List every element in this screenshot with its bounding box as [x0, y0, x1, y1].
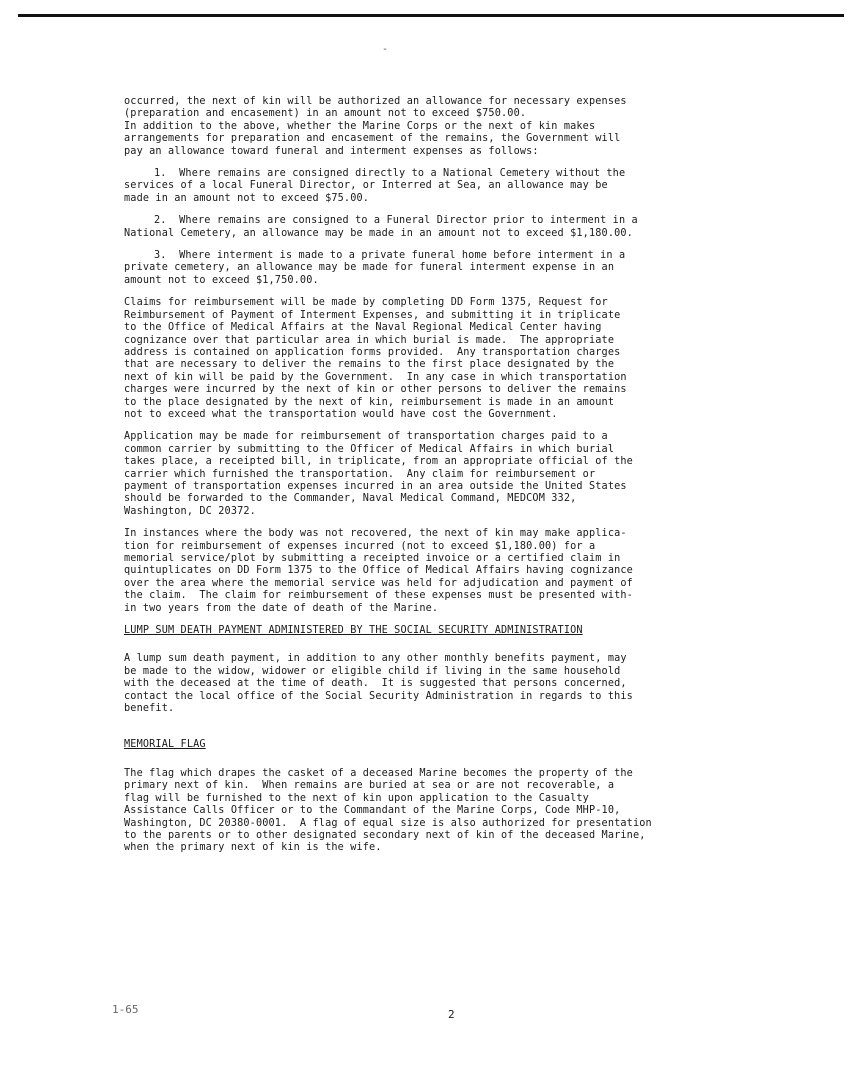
text-line: A lump sum death payment, in addition to any other monthly benefits payment, may: [124, 653, 627, 665]
item-2-paragraph: [124, 215, 764, 240]
page-marker: -: [382, 44, 389, 55]
text-line: private cemetery, an allowance may be made for funeral interment expense in an: [124, 262, 615, 274]
text-line: quintuplicates on DD Form 1375 to the Office of Medical Affairs having cognizance: [124, 565, 633, 577]
lump-sum-paragraph: [124, 653, 764, 715]
document-page: [124, 96, 764, 865]
lump-sum-heading: LUMP SUM DEATH PAYMENT ADMINISTERED BY THE SOCIAL SECURITY ADMINISTRATION: [124, 625, 583, 637]
text-line: charges were incurred by the next of kin or other persons to deliver the remains: [124, 384, 627, 396]
item-1-paragraph: [124, 168, 764, 205]
text-line: to the Office of Medical Affairs at the Naval Regional Medical Center having: [124, 322, 602, 334]
text-line: Application may be made for reimbursement of transportation charges paid to a: [124, 431, 608, 443]
memorial-flag-heading: MEMORIAL FLAG: [124, 739, 206, 751]
text-line: memorial service/plot by submitting a receipted invoice or a certified claim in: [124, 553, 621, 564]
text-line: tion for reimbursement of expenses incurred (not to exceed $1,180.00) for a: [124, 540, 596, 552]
text-line: flag will be furnished to the next of kin upon application to the Casualty: [124, 792, 589, 804]
text-line: with the deceased at the time of death. It is suggested that persons concerned,: [124, 678, 627, 690]
text-line: Washington, DC 20372.: [124, 505, 256, 517]
text-line: primary next of kin. When remains are buried at sea or are not recoverable, a: [124, 780, 615, 792]
instances-paragraph: [124, 528, 764, 615]
memorial-flag-paragraph: [124, 768, 764, 855]
text-line: takes place, a receipted bill, in triplicate, from an appropriate official of the: [124, 456, 633, 468]
text-line: Washington, DC 20380-0001. A flag of equal size is also authorized for presentation: [124, 817, 652, 829]
text-line: next of kin will be paid by the Government. In any case in which transportation: [124, 371, 627, 383]
text-line: payment of transportation expenses incurred in an area outside the United States: [124, 480, 627, 492]
text-line: Reimbursement of Payment of Interment Expenses, and submitting it in triplicate: [124, 309, 621, 321]
text-line: over the area where the memorial service was held for adjudication and payment of: [124, 577, 633, 589]
text-line: 1. Where remains are consigned directly to a National Cemetery without the: [154, 168, 626, 180]
text-line: arrangements for preparation and encasement of the remains, the Government will: [124, 133, 621, 145]
text-line: occurred, the next of kin will be authorized an allowance for necessary expenses: [124, 96, 627, 107]
top-rule: [18, 14, 844, 17]
text-line: made in an amount not to exceed $75.00.: [124, 192, 370, 204]
text-line: address is contained on application forms provided. Any transportation charges: [124, 346, 621, 358]
text-line: (preparation and encasement) in an amount not to exceed $750.00.: [124, 108, 527, 120]
text-line: services of a local Funeral Director, or Interred at Sea, an allowance may be: [124, 180, 608, 192]
text-line: the claim. The claim for reimbursement of these expenses must be presented with-: [124, 590, 633, 602]
text-line: to the place designated by the next of kin, reimbursement is made in an amount: [124, 396, 615, 408]
text-line: The flag which drapes the casket of a deceased Marine becomes the property of the: [124, 767, 633, 779]
document-id: 1-65: [112, 1003, 139, 1016]
text-line: benefit.: [124, 703, 175, 715]
text-line: Claims for reimbursement will be made by completing DD Form 1375, Request for: [124, 297, 608, 309]
text-line: when the primary next of kin is the wife.: [124, 842, 382, 854]
text-line: common carrier by submitting to the Officer of Medical Affairs in which burial: [124, 443, 615, 455]
text-line: pay an allowance toward funeral and interment expenses as follows:: [124, 145, 539, 157]
text-line: contact the local office of the Social Security Administration in regards to this: [124, 690, 633, 702]
text-line: 2. Where remains are consigned to a Funeral Director prior to interment in a: [154, 215, 638, 227]
text-line: not to exceed what the transportation would have cost the Government.: [124, 408, 558, 420]
claims-paragraph: [124, 297, 764, 421]
text-line: in two years from the date of death of the Marine.: [124, 602, 439, 614]
text-line: 3. Where interment is made to a private funeral home before interment in a: [154, 250, 626, 262]
text-line: carrier which furnished the transportation. Any claim for reimbursement or: [124, 468, 596, 480]
text-line: National Cemetery, an allowance may be made in an amount not to exceed $1,180.00.: [124, 227, 633, 239]
text-line: cognizance over that particular area in which burial is made. The appropriate: [124, 334, 615, 346]
text-line: that are necessary to deliver the remains to the first place designated by the: [124, 359, 615, 371]
application-paragraph: [124, 431, 764, 518]
text-line: In instances where the body was not recovered, the next of kin may make applica-: [124, 528, 627, 540]
text-line: In addition to the above, whether the Marine Corps or the next of kin makes: [124, 120, 596, 132]
page-number: 2: [448, 1008, 455, 1021]
text-line: amount not to exceed $1,750.00.: [124, 274, 319, 286]
item-3-paragraph: [124, 250, 764, 287]
text-line: to the parents or to other designated secondary next of kin of the deceased Marine,: [124, 829, 646, 841]
text-line: be made to the widow, widower or eligible child if living in the same household: [124, 665, 621, 677]
text-line: should be forwarded to the Commander, Naval Medical Command, MEDCOM 332,: [124, 493, 577, 505]
text-line: Assistance Calls Officer or to the Commandant of the Marine Corps, Code MHP-10,: [124, 805, 621, 817]
intro-paragraph: [124, 96, 764, 158]
